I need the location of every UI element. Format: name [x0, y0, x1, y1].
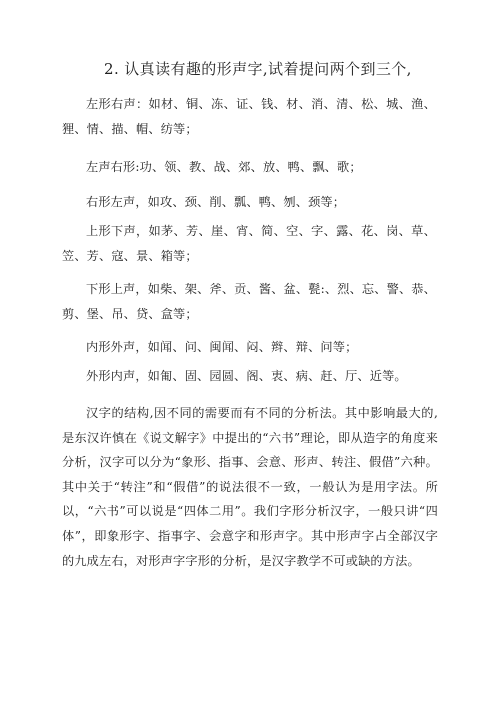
paragraph-bottom-form-top-sound: 下形上声，如柴、架、斧、贡、酱、盆、甏:、烈、忘、警、恭、剪、堡、吊、贷、盒等；: [62, 282, 436, 321]
paragraph-left-sound-right-form: 左声右形:功、领、教、战、郊、放、鸭、飘、歌；: [86, 160, 362, 174]
paragraph-right-form-left-sound: 右形左声，如攻、颈、削、瓢、鸭、刎、颈等；: [86, 195, 346, 209]
paragraph-outer-form-inner-sound: 外形内声，如匍、固、园圆、阁、衷、病、赶、厅、近等。: [86, 369, 407, 383]
paragraph-inner-form-outer-sound: 内形外声，如闻、问、闽闻、闷、辫、辩、问等；: [86, 340, 358, 354]
paragraph-liushu-explanation: 汉字的结构,因不同的需要而有不同的分析法。其中影响最大的,是东汉许慎在《说文解字》中提出的“六书”理论，即从造字的角度来分析，汉字可以分为“象形、指事、会意、形声、转注、假借”六种。其中关于“转注”和“假借”的说法很不一致，一般认为是用字法。所以，“六书”可以说是“四体二用”。我们字形分析汉字，一般只讲“四体”，即象形字、指事字、会意字和形声字。其中形声字占全部汉字的九成左右，对形声字字形的分析，是汉字教学不可或缺的方法。: [62, 406, 438, 568]
section-heading: 2. 认真读有趣的形声字,试着提问两个到三个,: [104, 60, 412, 78]
paragraph-left-form-right-sound: 左形右声：如材、铜、冻、证、钱、材、消、清、松、城、渔、狸、情、描、帽、纺等；: [62, 97, 436, 136]
paragraph-top-form-bottom-sound: 上形下声，如茅、芳、崖、宵、简、空、字、露、花、岗、草、笠、芳、寇、景、箱等；: [62, 224, 436, 263]
